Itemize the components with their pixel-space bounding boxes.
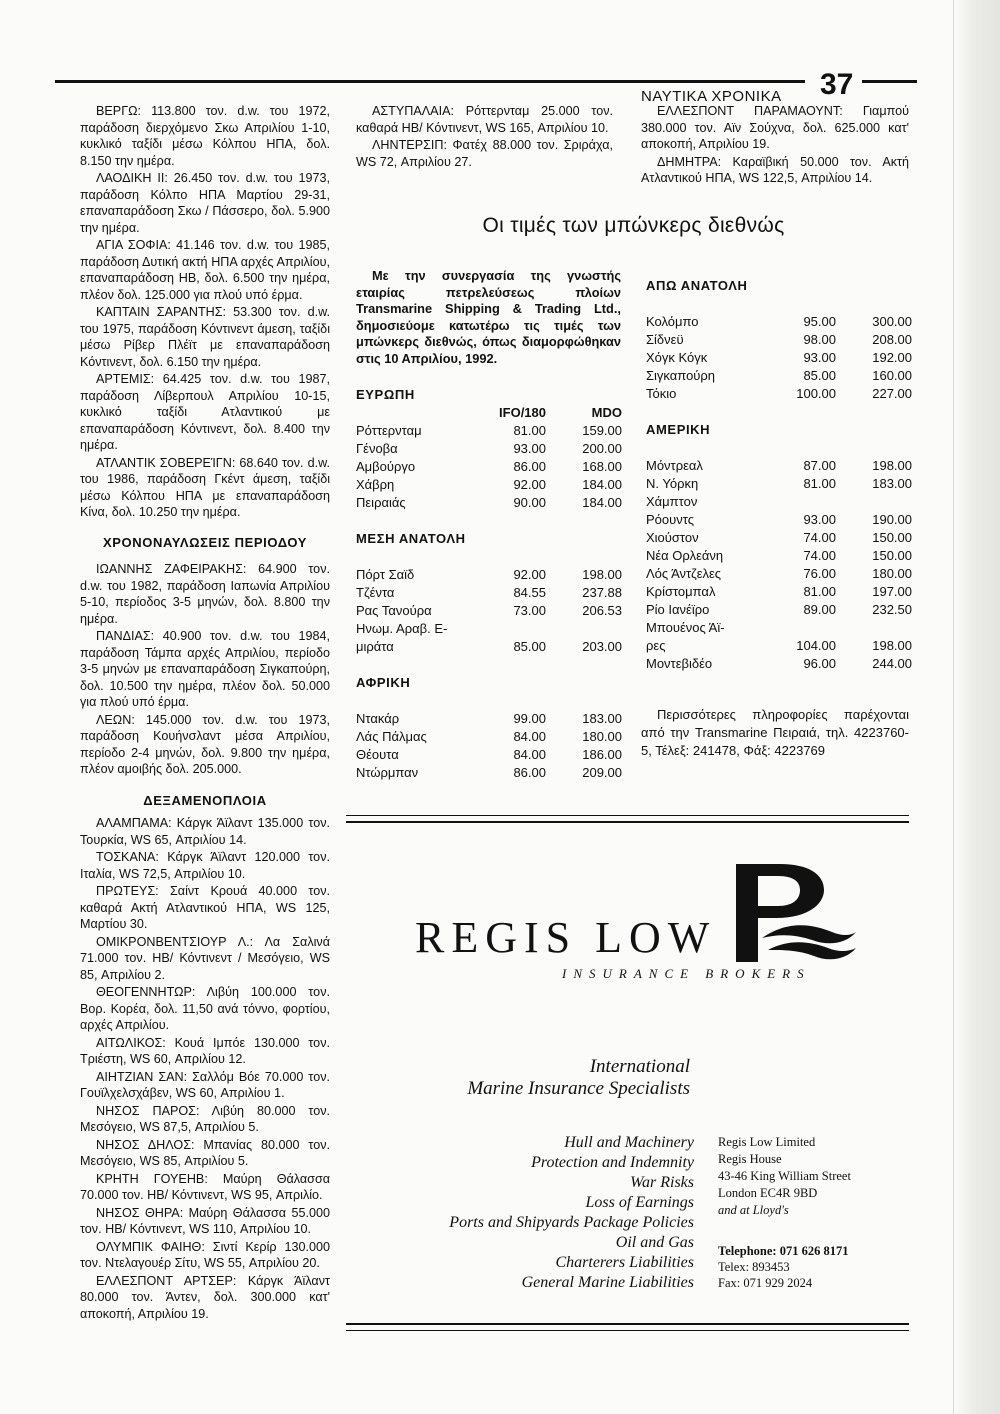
bunker-table-left: [356, 386, 622, 782]
ifo-price: 81.00: [803, 476, 836, 491]
tanker-entry: ΝΗΣΟΣ ΘΗΡΑ: Μαύρη Θάλασσα 55.000 τον. ΗΒ/ Κόντινεντ, WS 110, Απριλίου 10.: [80, 1205, 330, 1236]
mdo-price: 192.00: [872, 350, 912, 365]
ifo-price: 100.00: [796, 386, 836, 401]
table-row: [356, 440, 622, 458]
ifo-price: 98.00: [803, 332, 836, 347]
ifo-price: 84.00: [513, 747, 546, 762]
port-name: Νέα Ορλεάνη: [646, 548, 724, 563]
tanker-entry: ΠΡΩΤΕΥΣ: Σαίντ Κρουά 40.000 τον. καθαρά Ακτή Ατλαντικού ΗΠΑ, WS 125, Μαρτίου 30.: [80, 884, 330, 931]
bunker-prices-title: Οι τιμές των μπώνκερς διεθνώς: [482, 214, 785, 237]
mdo-price: 186.00: [582, 747, 622, 762]
service-item: Oil and Gas: [615, 1234, 694, 1251]
mdo-price: 232.50: [872, 602, 912, 617]
table-row: [356, 764, 622, 782]
mdo-price: 237.88: [582, 585, 622, 600]
telex: Telex: 893453: [718, 1260, 790, 1274]
table-row: [356, 602, 622, 620]
ifo-price: 93.00: [803, 350, 836, 365]
mdo-price: 197.00: [872, 584, 912, 599]
table-row: [646, 313, 912, 331]
tanker-entry: ΕΛΛΕΣΠΟΝΤ ΑΡΤΣΕΡ: Κάργκ Άϊλαντ 80.000 τον. Άντεν, δολ. 300.000 κατ' αποκοπή, Απριλίου 19.: [80, 1273, 330, 1321]
table-row: [356, 494, 622, 512]
ad-brand-subtitle: INSURANCE BROKERS: [562, 966, 811, 981]
magazine-name: ΝΑΥΤΙΚΑ ΧΡΟΝΙΚΑ: [641, 88, 782, 105]
region-africa: ΑΦΡΙΚΗ: [356, 675, 411, 690]
port-name: Λός Άντζελες: [646, 566, 722, 581]
col-mdo-header: MDO: [591, 405, 622, 420]
col-ifo-header: IFO/180: [499, 405, 546, 420]
port-name: Σίδνεϋ: [646, 332, 684, 347]
region-middle-east: ΜΕΣΗ ΑΝΑΤΟΛΗ: [356, 531, 466, 546]
charter-entry: ΑΓΙΑ ΣΟΦΙΑ: 41.146 τον. d.w. του 1985, παράδοση Δυτική ακτή ΗΠΑ αρχές Απριλίου, επαναπαράδοση ΗΒ, δολ. 6.500 την ημέρα, πλέον δολ. 125.000 για πλού υπό έρμα.: [80, 238, 330, 302]
ad-services-list: [380, 1133, 694, 1293]
port-name: Ντακάρ: [356, 711, 400, 726]
tanker-entry: ΔΗΜΗΤΡΑ: Καραϊβική 50.000 τον. Ακτή Ατλαντικού ΗΠΑ, WS 122,5, Απριλίου 14.: [641, 154, 909, 185]
mdo-price: 200.00: [582, 441, 622, 456]
mdo-price: 180.00: [872, 566, 912, 581]
region-europe-row: [356, 386, 622, 404]
port-name: Ηνωμ. Αραβ. Ε-: [356, 621, 448, 636]
port-name: Αμβούργο: [356, 459, 416, 474]
bunker-info-note: Περισσότερες πληροφορίες παρέχονται από την Transmarine Πειραιά, τηλ. 4223760-5, Τέλεξ: 241478, Φάξ: 4223769: [641, 707, 909, 758]
ifo-price: 73.00: [513, 603, 546, 618]
page-number: 37: [820, 68, 854, 101]
tanker-entry: ΑΣΤΥΠΑΛΑΙΑ: Ρόττερνταμ 25.000 τον. καθαρά ΗΒ/ Κόντινεντ, WS 165, Απριλίου 10.: [356, 104, 613, 135]
table-row: [646, 475, 912, 493]
table-row: [646, 565, 912, 583]
tanker-entry: ΑΙΗΤΖΙΑΝ ΣΑΝ: Σαλλόμ Βόε 70.000 τον. Γουϊλχελσχάβεν, WS 60, Απριλίου 1.: [80, 1069, 330, 1100]
port-name-cont: μιράτα: [356, 639, 394, 654]
address-line: Regis House: [718, 1152, 782, 1166]
charter-entry: ΚΑΠΤΑΙΝ ΣΑΡΑΝΤΗΣ: 53.300 τον. d.w. του 1975, παράδοση Κόντινεντ άμεση, ταξίδι μέσω Ρίβερ Πλέϊτ με επαναπαράδοση Κόντινεντ, δολ. 6.150 την ημέρα.: [80, 305, 330, 369]
port-name: Ρίο Ιανέϊρο: [646, 602, 710, 617]
port-name: Σιγκαπούρη: [646, 368, 716, 383]
ad-address: [718, 1134, 918, 1219]
table-header-row: [356, 404, 622, 422]
mdo-price: 244.00: [872, 656, 912, 671]
region-america: ΑΜΕΡΙΚΗ: [646, 422, 711, 437]
table-row: [646, 493, 912, 511]
tanker-entry: ΟΛΥΜΠΙΚ ΦΑΙΗΘ: Σιντί Κερίρ 130.000 τον. Ντελαγουέρ Σίτυ, WS 55, Απριλίου 20.: [80, 1239, 330, 1270]
ad-contact: [718, 1243, 918, 1291]
column-charters: [80, 103, 330, 779]
port-name: Τζέντα: [356, 585, 395, 600]
table-row: [646, 385, 912, 403]
address-line: Regis Low Limited: [718, 1135, 816, 1149]
bunker-table-right: [646, 277, 912, 673]
mdo-price: 227.00: [872, 386, 912, 401]
ad-bottom-rule: [346, 1330, 909, 1331]
ifo-price: 93.00: [803, 512, 836, 527]
tanker-entry: ΑΛΑΜΠΑΜΑ: Κάργκ Άϊλαντ 135.000 τον. Τουρκία, WS 65, Απριλίου 14.: [80, 816, 330, 847]
ifo-price: 85.00: [513, 639, 546, 654]
ifo-price: 92.00: [513, 567, 546, 582]
mdo-price: 198.00: [872, 458, 912, 473]
ifo-price: 81.00: [803, 584, 836, 599]
mdo-price: 190.00: [872, 512, 912, 527]
mdo-price: 150.00: [872, 548, 912, 563]
column-3-top: [641, 103, 909, 188]
port-name: Κρίστομπαλ: [646, 584, 716, 599]
ifo-price: 89.00: [803, 602, 836, 617]
ifo-price: 93.00: [513, 441, 546, 456]
table-row: [356, 710, 622, 728]
ad-bottom-rule-thick: [346, 1323, 909, 1325]
region-far-east-row: [646, 277, 912, 295]
port-name: Ρόττερνταμ: [356, 423, 422, 438]
port-name: Μόντρεαλ: [646, 458, 703, 473]
port-name: Πειραιάς: [356, 495, 406, 510]
header-rule-right: [862, 80, 917, 83]
ifo-price: 90.00: [513, 495, 546, 510]
tanker-entry: ΝΗΣΟΣ ΔΗΛΟΣ: Μπανίας 80.000 τον. Μεσόγειο, WS 85, Απριλίου 5.: [80, 1137, 330, 1168]
port-name: Πόρτ Σαϊδ: [356, 567, 415, 582]
ifo-price: 104.00: [796, 638, 836, 653]
ifo-price: 76.00: [803, 566, 836, 581]
region-europe: ΕΥΡΩΠΗ: [356, 387, 415, 402]
port-name: Ρας Τανούρα: [356, 603, 432, 618]
ad-tagline-1: International: [589, 1056, 690, 1077]
column-tankers: [80, 815, 330, 1323]
table-row: [646, 457, 912, 475]
ad-top-rule: [346, 815, 909, 816]
page-edge-line: [953, 0, 954, 1414]
region-far-east: ΑΠΩ ΑΝΑΤΟΛΗ: [646, 278, 748, 293]
charter-entry: ΑΡΤΕΜΙΣ: 64.425 τον. d.w. του 1987, παράδοση Λίβερπουλ Απριλίου 10-15, κυκλικό ταξίδι Ατλαντικού με επαναπαράδοση Κόντινεντ, δολ. 8.400 την ημέρα.: [80, 372, 330, 452]
table-row: [356, 746, 622, 764]
service-item: General Marine Liabilities: [521, 1274, 694, 1291]
mdo-price: 184.00: [582, 495, 622, 510]
region-america-row: [646, 421, 912, 439]
service-item: Charterers Liabilities: [555, 1254, 694, 1271]
ad-top-rule-thick: [346, 821, 909, 823]
port-name: Χάβρη: [356, 477, 395, 492]
mdo-price: 198.00: [582, 567, 622, 582]
table-row: [356, 620, 622, 638]
tanker-entry: ΛΗΝΤΕΡΣΙΠ: Φατέχ 88.000 τον. Σριράχα, WS 72, Απριλίου 27.: [356, 138, 613, 169]
ifo-price: 95.00: [803, 314, 836, 329]
charter-entry: ΑΤΛΑΝΤΙΚ ΣΟΒΕΡΕΊΓΝ: 68.640 τον. d.w. του 1986, παράδοση Γκέντ άμεση, ταξίδι μέσω Κόλπου ΗΠΑ με επαναπαράδοση Κίνα, δολ. 10.250 την ημέρα.: [80, 455, 330, 519]
tanker-entry: ΚΡΗΤΗ ΓΟΥΕΗΒ: Μαύρη Θάλασσα 70.000 τον. ΗΒ/ Κόντινεντ, WS 95, Απριλίο.: [80, 1171, 330, 1202]
port-name: Κολόμπο: [646, 314, 699, 329]
port-name: Γένοβα: [356, 441, 398, 456]
bunker-intro: Με την συνεργασία της γνωστής εταιρίας πετρελεύσεως πλοίων Transmarine Shipping & Trading Ltd., δημοσιεύομε κατωτέρω τις τιμές των μπώνκερς διεθνώς, όπως διαμορφώθηκαν στις 10 Απριλίου, 1992.: [356, 268, 621, 366]
port-name: Χιούστον: [646, 530, 699, 545]
ifo-price: 85.00: [803, 368, 836, 383]
service-item: Protection and Indemnity: [531, 1154, 694, 1171]
service-item: Hull and Machinery: [564, 1134, 694, 1151]
table-row: [356, 566, 622, 584]
address-line: 43-46 King William Street: [718, 1169, 851, 1183]
address-extra: and at Lloyd's: [718, 1203, 789, 1217]
mdo-price: 300.00: [872, 314, 912, 329]
ifo-price: 74.00: [803, 548, 836, 563]
ifo-price: 96.00: [803, 656, 836, 671]
table-row: [646, 547, 912, 565]
mdo-price: 180.00: [582, 729, 622, 744]
ifo-price: 81.00: [513, 423, 546, 438]
table-row: [646, 529, 912, 547]
header-rule: [55, 80, 805, 83]
ifo-price: 92.00: [513, 477, 546, 492]
period-entry: ΛΕΩΝ: 145.000 τον. d.w. του 1973, παράδοση Κουήνσλαντ μέσα Απριλίου, περίοδο 2-4 μηνών, δολ. 9.800 την ημέρα, πλέον αμοιβής δολ. 205.000.: [80, 712, 330, 776]
tanker-entry: ΝΗΣΟΣ ΠΑΡΟΣ: Λιβύη 80.000 τον. Μεσόγειο, WS 87,5, Απριλίου 5.: [80, 1103, 330, 1134]
mdo-price: 183.00: [872, 476, 912, 491]
period-charters-heading: ΧΡΟΝΟΝΑΥΛΩΣΕΙΣ ΠΕΡΙΟΔΟΥ: [103, 534, 307, 550]
tanker-entry: ΤΟΣΚΑΝΑ: Κάργκ Άϊλαντ 120.000 τον. Ιταλία, WS 72,5, Απριλίου 10.: [80, 850, 330, 881]
table-row: [356, 728, 622, 746]
ifo-price: 84.00: [513, 729, 546, 744]
table-row: [646, 367, 912, 385]
table-row: [646, 331, 912, 349]
ifo-price: 87.00: [803, 458, 836, 473]
region-africa-row: [356, 674, 622, 692]
page-edge-shadow: [955, 0, 1000, 1414]
mdo-price: 168.00: [582, 459, 622, 474]
table-row: [646, 511, 912, 529]
table-row: [356, 458, 622, 476]
mdo-price: 198.00: [872, 638, 912, 653]
port-name: Χόγκ Κόγκ: [646, 350, 708, 365]
period-entry: ΠΑΝΔΙΑΣ: 40.900 τον. d.w. του 1984, παράδοση Τάμπα αρχές Απριλίου, περίοδο 3-5 μηνών με επαναπαράδοση Σιγκαπούρη, δολ. 10.500 την ημέρα, πλέον δολ. 50.000 για πλού υπό έρμα.: [80, 629, 330, 709]
table-row: [646, 583, 912, 601]
table-row: [646, 637, 912, 655]
table-row: [356, 638, 622, 656]
table-row: [646, 655, 912, 673]
port-name: Χάμπτον: [646, 494, 698, 509]
ifo-price: 84.55: [513, 585, 546, 600]
table-row: [646, 601, 912, 619]
mdo-price: 203.00: [582, 639, 622, 654]
column-2-top: [356, 103, 613, 171]
mdo-price: 160.00: [872, 368, 912, 383]
period-entry: ΙΩΑΝΝΗΣ ΖΑΦΕΙΡΑΚΗΣ: 64.900 τον. d.w. του 1982, παράδοση Ιαπωνία Απριλίου 5-10, περίοδος 3-5 μηνών, δολ. 8.800 την ημέρα.: [80, 562, 330, 626]
charter-entry: ΒΕΡΓΩ: 113.800 τον. d.w. του 1972, παράδοση διερχόμενο Σκω Απριλίου 1-10, κυκλικό ταξίδι μέσω Κόλπου ΗΠΑ, δολ. 8.150 την ημέρα.: [80, 104, 330, 168]
table-row: [646, 349, 912, 367]
ad-tagline-2: Marine Insurance Specialists: [467, 1078, 690, 1099]
tankers-heading: ΔΕΞΑΜΕΝΟΠΛΟΙΑ: [143, 793, 267, 808]
tanker-entry: ΑΙΤΩΛΙΚΟΣ: Κουά Ιμπόε 130.000 τον. Τριέστη, WS 60, Απριλίου 12.: [80, 1035, 330, 1066]
service-item: War Risks: [630, 1174, 694, 1191]
port-name: Μπουένος Άϊ-: [646, 620, 725, 635]
ifo-price: 86.00: [513, 765, 546, 780]
mdo-price: 206.53: [582, 603, 622, 618]
port-name: Λάς Πάλμας: [356, 729, 427, 744]
table-row: [356, 422, 622, 440]
mdo-price: 159.00: [582, 423, 622, 438]
mdo-price: 183.00: [582, 711, 622, 726]
mdo-price: 208.00: [872, 332, 912, 347]
service-item: Loss of Earnings: [585, 1194, 694, 1211]
charter-entry: ΛΑΟΔΙΚΗ ΙΙ: 26.450 τον. d.w. του 1973, παράδοση Κόλπο ΗΠΑ Μαρτίου 29-31, επαναπαράδοση Σκω / Πάσσερο, δολ. 5.900 την ημέρα.: [80, 171, 330, 235]
mdo-price: 184.00: [582, 477, 622, 492]
address-line: London EC4R 9BD: [718, 1186, 818, 1200]
port-name: Τόκιο: [646, 386, 677, 401]
ifo-price: 99.00: [513, 711, 546, 726]
port-name: Θέουτα: [356, 747, 399, 762]
tanker-entry: ΟΜΙΚΡΟΝΒΕΝΤΣΙΟΥΡ Λ.: Λα Σαλινά 71.000 τον. ΗΒ/ Κόντινεντ / Μεσόγειο, WS 85, Απριλίου 2.: [80, 934, 330, 982]
table-row: [356, 476, 622, 494]
region-middle-east-row: [356, 530, 622, 548]
port-name: Ν. Υόρκη: [646, 476, 699, 491]
fax: Fax: 071 929 2024: [718, 1276, 813, 1290]
port-name: Μοντεβιδέο: [646, 656, 713, 671]
service-item: Ports and Shipyards Package Policies: [449, 1214, 694, 1231]
port-name-cont: ρες: [646, 638, 666, 653]
ifo-price: 86.00: [513, 459, 546, 474]
regis-low-logo-icon: [728, 858, 858, 968]
port-name-cont: Ρόουντς: [646, 512, 694, 527]
mdo-price: 150.00: [872, 530, 912, 545]
tanker-entry: ΕΛΛΕΣΠΟΝΤ ΠΑΡΑΜΑΟΥΝΤ: Γιαμπού 380.000 τον. Αϊν Σούχνα, δολ. 625.000 κατ' αποκοπή, Απριλίου 19.: [641, 104, 909, 151]
mdo-price: 209.00: [582, 765, 622, 780]
table-row: [356, 584, 622, 602]
ifo-price: 74.00: [803, 530, 836, 545]
tanker-entry: ΘΕΟΓΕΝΝΗΤΩΡ: Λιβύη 100.000 τον. Βορ. Κορέα, δολ. 11,50 ανά τόννο, φορτίου, αρχές Απριλίου.: [80, 985, 330, 1032]
table-row: [646, 619, 912, 637]
ad-brand-name: REGIS LOW: [415, 913, 717, 962]
port-name: Ντώρμπαν: [356, 765, 419, 780]
telephone: Telephone: 071 626 8171: [718, 1244, 849, 1258]
